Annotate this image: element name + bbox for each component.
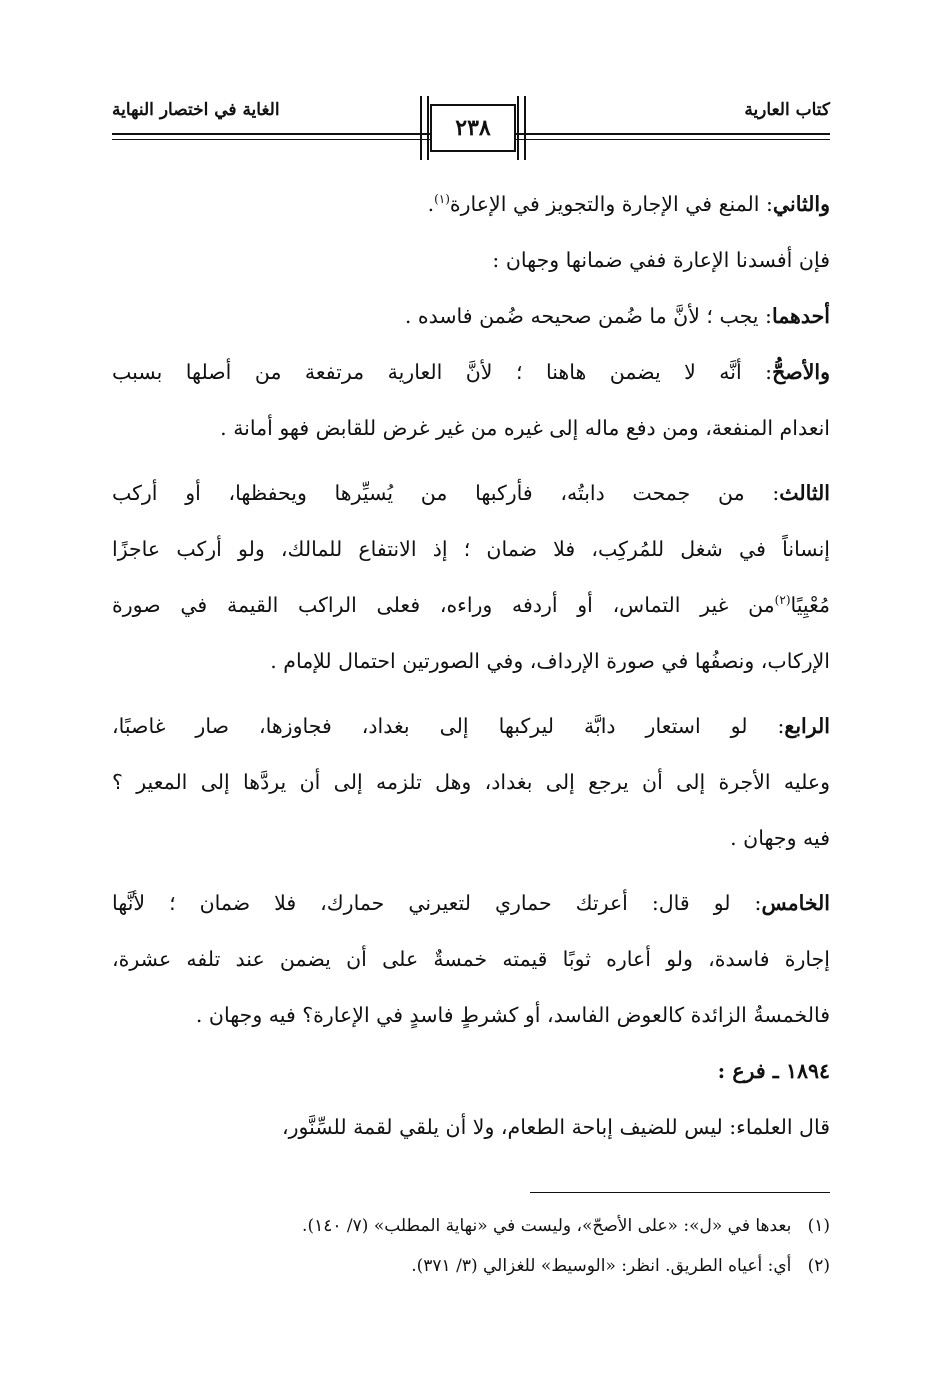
text-line <box>112 704 830 760</box>
heading-term: الرابع <box>784 714 830 738</box>
line-text: : أنَّه لا يضمن هاهنا ؛ لأنَّ العارية مرتفعة من أصلها بسبب <box>112 360 773 384</box>
heading-term: والأصحُّ <box>772 360 830 384</box>
line-text: . <box>427 192 435 216</box>
heading-term: ١٨٩٤ ـ فرع : <box>717 1059 830 1083</box>
page-number: ٢٣٨ <box>455 115 491 141</box>
text-line <box>112 639 830 695</box>
footnote <box>112 1246 830 1286</box>
line-text: فإن أفسدنا الإعارة ففي ضمانها وجهان : <box>492 248 830 272</box>
line-text: فيه وجهان . <box>730 826 830 850</box>
footnote-number: (٢) <box>807 1256 830 1276</box>
line-text: قال العلماء: ليس للضيف إباحة الطعام، ولا أن يلقي لقمة للسِّنَّور، <box>281 1115 830 1139</box>
heading-term: والثاني <box>772 192 830 216</box>
book-title: الغاية في اختصار النهاية <box>112 100 280 120</box>
page-number-frame <box>430 104 516 152</box>
text-line <box>112 182 830 238</box>
line-text: مُعْيِيًا <box>790 593 830 617</box>
text-line <box>112 238 830 294</box>
line-text: إنساناً في شغل للمُركِب، فلا ضمان ؛ إذ الانتفاع للمالك، ولو أركب عاجزًا <box>112 537 830 561</box>
line-text: فالخمسةُ الزائدة كالعوض الفاسد، أو كشرطٍ فاسدٍ في الإعارة؟ فيه وجهان . <box>195 1003 830 1027</box>
heading-term: الخامس <box>761 891 830 915</box>
text-line <box>112 406 830 462</box>
line-text: وعليه الأجرة إلى أن يرجع إلى بغداد، وهل تلزمه إلى أن يردَّها إلى المعير ؟ <box>112 770 830 794</box>
footnote <box>112 1206 830 1246</box>
footnote-text: أي: أعياه الطريق. انظر: «الوسيط» للغزالي (٣/ ٣٧١). <box>411 1256 792 1276</box>
line-text: : المنع في الإجارة والتجويز في الإعارة <box>449 192 773 216</box>
text-line <box>112 527 830 583</box>
text-line <box>112 760 830 816</box>
text-line <box>112 471 830 527</box>
footnote-number: (١) <box>807 1216 830 1236</box>
chapter-title: كتاب العارية <box>744 100 830 120</box>
line-text: : لو قال: أعرتك حماري لتعيرني حمارك، فلا ضمان ؛ لأنَّها <box>112 891 762 915</box>
line-text: : من جمحت دابتُه، فأركبها من يُسيِّرها ويحفظها، أو أركب <box>112 481 780 505</box>
footnote-ref: (١) <box>434 192 450 207</box>
text-line <box>112 937 830 993</box>
line-text: انعدام المنفعة، ومن دفع ماله إلى غيره من غير غرض للقابض فهو أمانة . <box>220 416 830 440</box>
text-line <box>112 881 830 937</box>
text-line <box>112 816 830 872</box>
text-line <box>112 350 830 406</box>
footnote-separator <box>530 1192 830 1193</box>
text-line <box>112 583 830 639</box>
text-line <box>112 1105 830 1161</box>
section-heading <box>112 1049 830 1105</box>
line-text: من غير التماس، أو أردفه وراءه، فعلى الراكب القيمة في صورة <box>112 593 775 617</box>
footnote-text: بعدها في «ل»: «على الأصحّ»، وليست في «نهاية المطلب» (٧/ ١٤٠). <box>302 1216 792 1236</box>
heading-term: الثالث <box>779 481 830 505</box>
footnote-ref: (٢) <box>774 593 791 608</box>
line-text: : يجب ؛ لأنَّ ما ضُمن صحيحه ضُمن فاسده . <box>404 304 772 328</box>
text-line <box>112 294 830 350</box>
main-text <box>112 182 830 1161</box>
footnotes <box>112 1206 830 1286</box>
line-text: إجارة فاسدة، ولو أعاره ثوبًا قيمته خمسةٌ على أن يضمن عند تلفه عشرة، <box>112 947 830 971</box>
heading-term: أحدهما <box>771 304 830 328</box>
running-header <box>112 100 830 160</box>
text-line <box>112 993 830 1049</box>
line-text: الإركاب، ونصفُها في صورة الإرداف، وفي الصورتين احتمال للإمام . <box>270 649 830 673</box>
line-text: : لو استعار دابَّة ليركبها إلى بغداد، فجاوزها، صار غاصبًا، <box>112 714 785 738</box>
